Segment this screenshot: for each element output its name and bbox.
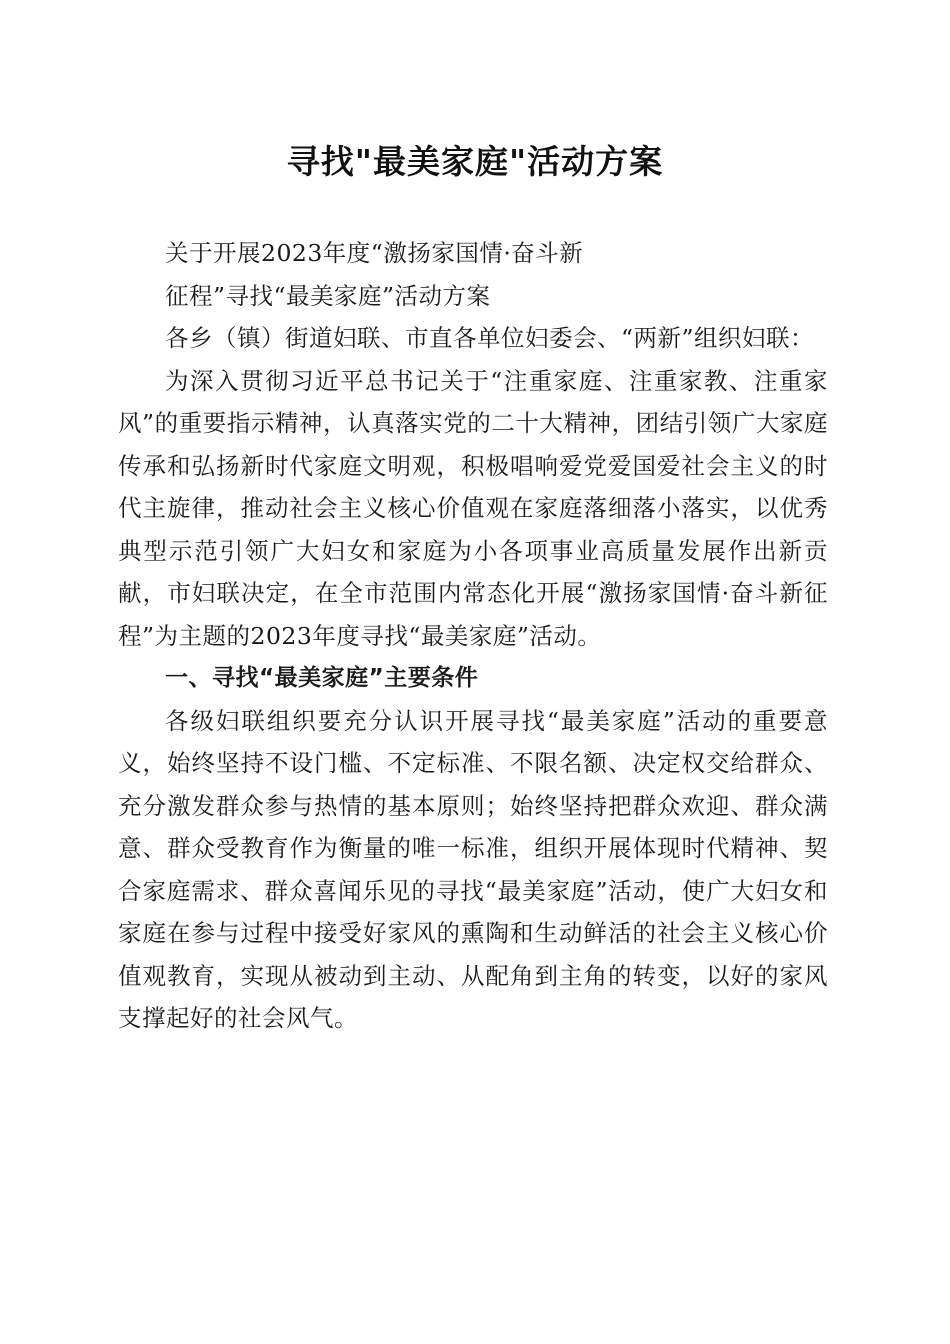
subtitle-line-1: 关于开展2023年度“激扬家国情·奋斗新 <box>165 239 584 267</box>
intro-paragraph: 为深入贯彻习近平总书记关于“注重家庭、注重家教、注重家风”的重要指示精神，认真落实党的二十大精神，团结引领广大家庭传承和弘扬新时代家庭文明观，积极唱响爱党爱国爱社会主义的时代主旋律，推动社会主义核心价值观在家庭落细落小落实，以优秀典型示范引领广大妇女和家庭为小各项事业高质量发展作出新贡献，市妇联决定，在全市范围内常态化开展“激扬家国情·奋斗新征程”为主题的2023年度寻找“最美家庭”活动。 <box>118 366 828 650</box>
salutation: 各乡（镇）街道妇联、市直各单位妇委会、“两新”组织妇联： <box>165 324 815 352</box>
document-title: 寻找"最美家庭"活动方案 <box>286 142 664 181</box>
section-heading: 一、寻找“最美家庭”主要条件 <box>165 665 479 691</box>
subtitle-line-2: 征程”寻找“最美家庭”活动方案 <box>165 281 491 310</box>
section-paragraph: 各级妇联组织要充分认识开展寻找“最美家庭”活动的重要意义，始终坚持不设门槛、不定标准、不限名额、决定权交给群众、充分激发群众参与热情的基本原则；始终坚持把群众欢迎、群众满意、群众受教育作为衡量的唯一标准，组织开展体现时代精神、契合家庭需求、群众喜闻乐见的寻找“最美家庭”活动，使广大妇女和家庭在参与过程中接受好家风的熏陶和生动鲜活的社会主义核心价值观教育，实现从被动到主动、从配角到主角的转变，以好的家风支撑起好的社会风气。 <box>118 706 828 1032</box>
document-body <box>118 232 828 1040</box>
